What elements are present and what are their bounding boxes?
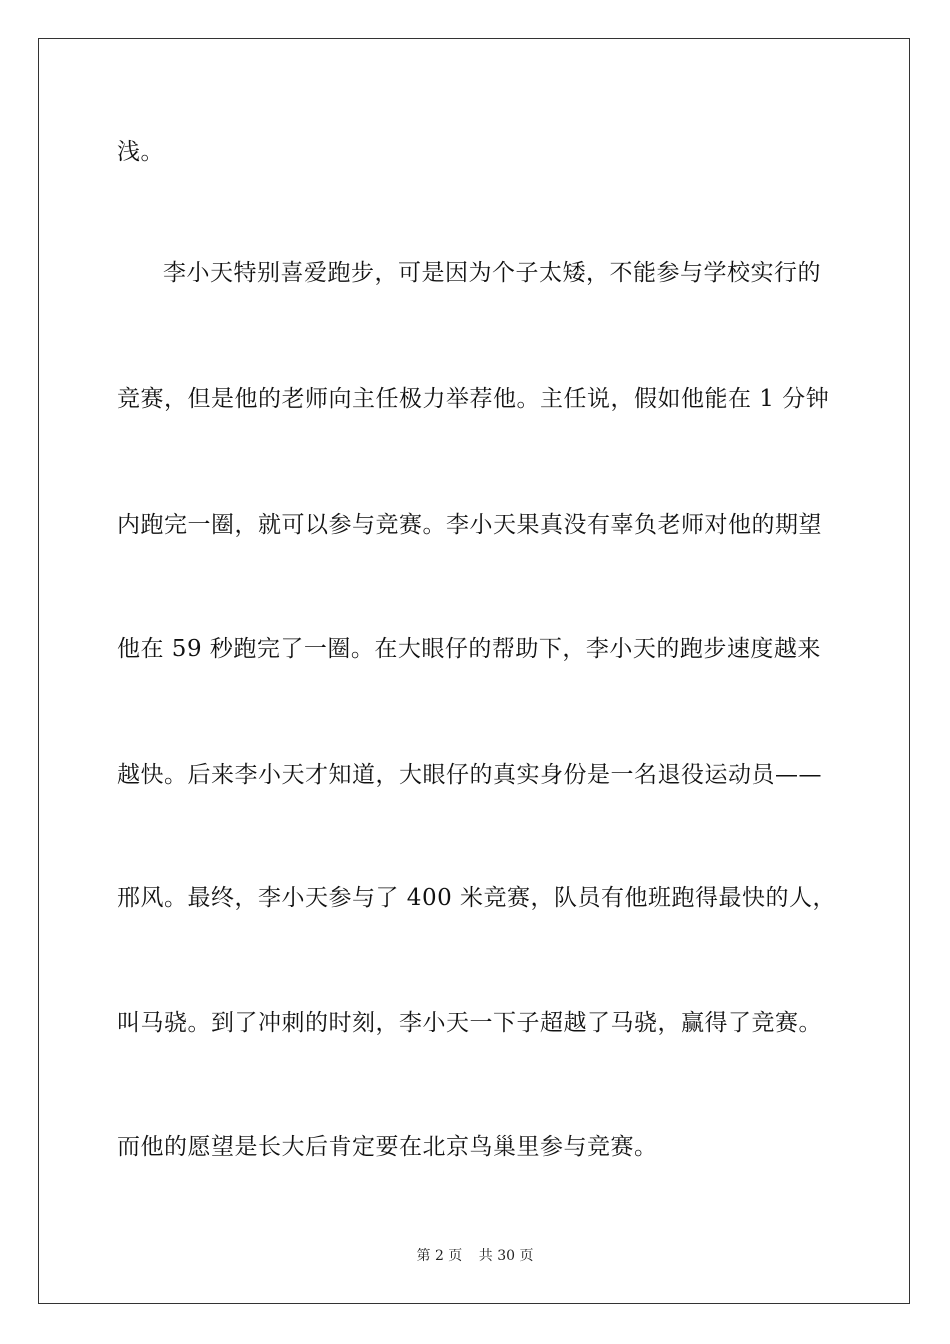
- text-line-5: 他在 59 秒跑完了一圈。在大眼仔的帮助下，李小天的跑步速度越来: [117, 636, 821, 662]
- text-line-8: 叫马骁。到了冲刺的时刻，李小天一下子超越了马骁，赢得了竞赛。: [117, 1010, 822, 1036]
- text-line-4: 内跑完一圈，就可以参与竞赛。李小天果真没有辜负老师对他的期望: [117, 512, 822, 538]
- page-footer: [0, 1247, 950, 1265]
- text-line-1: 浅。: [117, 139, 164, 165]
- page-border: [38, 38, 910, 1304]
- text-line-9: 而他的愿望是长大后肯定要在北京鸟巢里参与竞赛。: [117, 1134, 658, 1160]
- paragraph-start-line: 李小天特别喜爱跑步，可是因为个子太矮，不能参与学校实行的: [163, 260, 821, 286]
- text-line-7: 邢风。最终，李小天参与了 400 米竞赛，队员有他班跑得最快的人，: [117, 885, 837, 911]
- page-total: 共 30 页: [478, 1248, 534, 1264]
- text-line-3: 竞赛，但是他的老师向主任极力举荐他。主任说，假如他能在 1 分钟: [117, 386, 830, 412]
- page-number: 第 2 页: [416, 1248, 463, 1264]
- text-line-6: 越快。后来李小天才知道，大眼仔的真实身份是一名退役运动员——: [117, 762, 822, 788]
